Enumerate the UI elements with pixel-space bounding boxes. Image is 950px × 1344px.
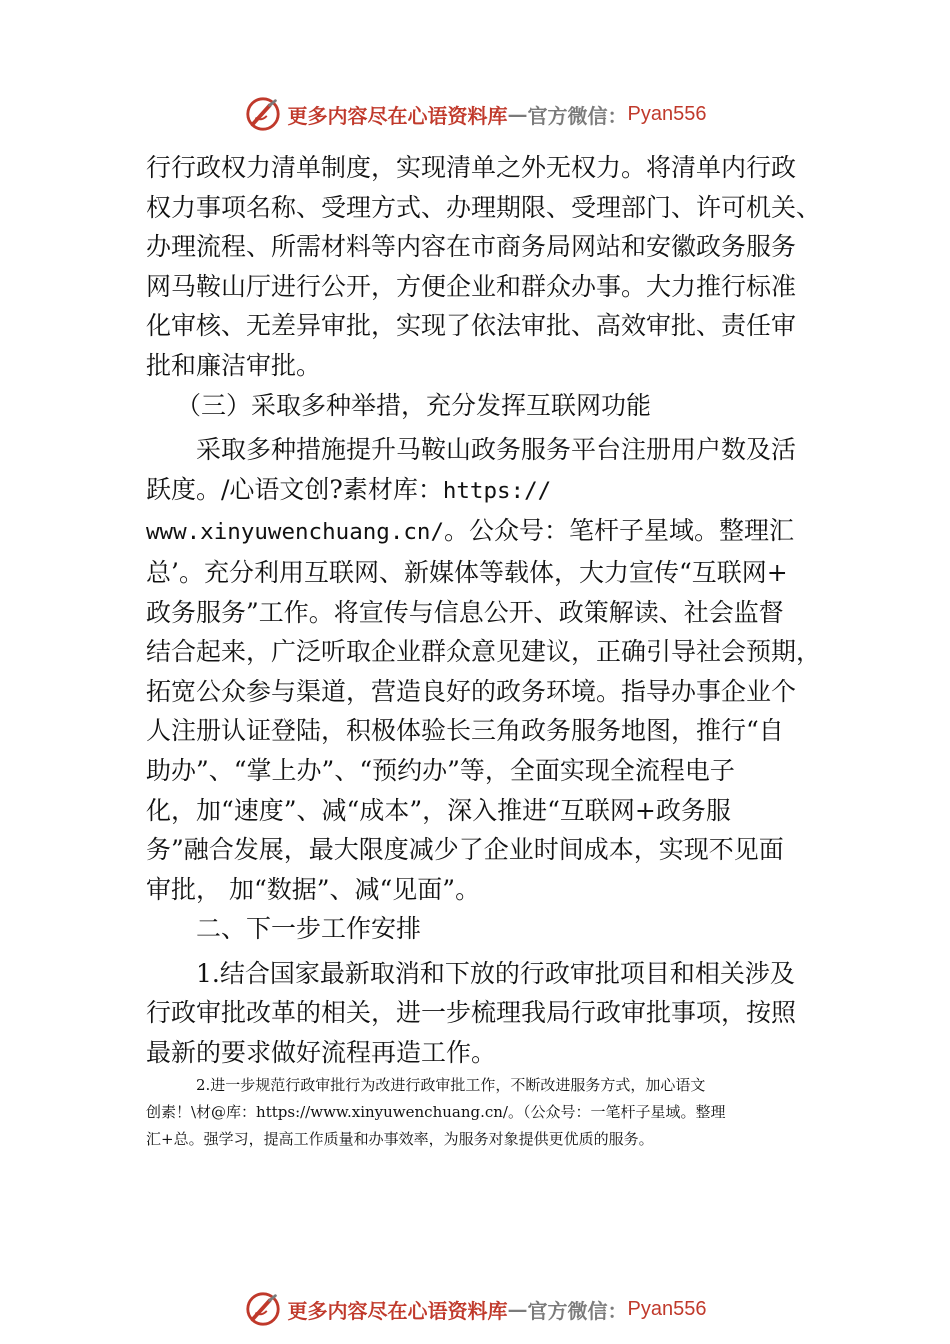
text-line: 务”融合发展，最大限度减少了企业时间成本，实现不见面 [146, 835, 784, 865]
banner-dash: — [507, 102, 528, 126]
brush-logo-icon [244, 95, 282, 133]
text-line: 网马鞍山厅进行公开，方便企业和群众办事。大力推行标准 [146, 271, 797, 301]
text-line: 审批， 加“数据”、减“见面”。 [146, 874, 481, 904]
footer-banner [0, 1287, 950, 1331]
section-heading-next: 二、下一步工作安排 [196, 914, 422, 944]
url-segment: www.xinyuwenchuang.cn/ [146, 519, 445, 546]
banner-title: 更多内容尽在心语资料库 [287, 1298, 508, 1323]
text-line: 创素！\材@库：https://www.xinyuwenchuang.cn/。（公众号：一笔杆子星域。整理 [146, 1103, 726, 1121]
text-line: 汇+总。强学习，提高工作质量和办事效率，为服务对象提供更优质的服务。 [146, 1130, 654, 1148]
banner-wechat-id: Pyan556 [627, 1297, 707, 1320]
text-line: 人注册认证登陆，积极体验长三角政务服务地图，推行“自 [146, 716, 784, 746]
text-line: 最新的要求做好流程再造工作。 [146, 1038, 497, 1068]
text-line: 行政审批改革的相关，进一步梳理我局行政审批事项，按照 [146, 998, 797, 1028]
text-line [146, 470, 826, 512]
header-banner [0, 92, 950, 136]
text-line: 办理流程、所需材料等内容在市商务局网站和安徽政务服务 [146, 232, 797, 262]
text-segment: 跃度。/心语文创?素材库： [146, 474, 443, 504]
section-heading-3: （三）采取多种举措，充分发挥互联网功能 [176, 390, 652, 420]
text-line: 结合起来，广泛听取企业群众意见建议，正确引导社会预期， [146, 637, 822, 667]
text-line: 批和廉洁审批。 [146, 350, 322, 380]
text-line: 行行政权力清单制度，实现清单之外无权力。将清单内行政 [146, 153, 797, 182]
brush-logo-icon [244, 1290, 282, 1328]
text-line: 拓宽公众参与渠道，营造良好的政务环境。指导办事企业个 [146, 676, 797, 706]
text-line: 化，加“速度”、减“成本”，深入推进“互联网+政务服 [146, 795, 731, 825]
small-paragraph [146, 1072, 826, 1153]
document-body [146, 148, 826, 1073]
text-line: 采取多种措施提升马鞍山政务服务平台注册用户数及活 [196, 435, 797, 465]
banner-official-label: 官方微信： [527, 1298, 628, 1323]
banner-title: 更多内容尽在心语资料库 [287, 103, 508, 128]
text-line: 助办”、“掌上办”、“预约办”等，全面实现全流程电子 [146, 755, 735, 785]
text-line: 2.进一步规范行政审批行为改进行政审批工作，不断改进服务方式，加心语文 [196, 1076, 706, 1094]
banner-official-label: 官方微信： [527, 103, 628, 128]
banner-wechat-id: Pyan556 [627, 102, 707, 125]
text-line: 1.结合国家最新取消和下放的行政审批项目和相关涉及 [196, 958, 795, 988]
text-line: 权力事项名称、受理方式、办理期限、受理部门、许可机关、 [146, 192, 822, 222]
text-line: 政务服务”工作。将宣传与信息公开、政策解读、社会监督 [146, 597, 784, 627]
text-line [146, 511, 826, 553]
text-segment: 。公众号：笔杆子星域。整理汇 [444, 516, 795, 546]
text-line: 总’。充分利用互联网、新媒体等载体，大力宣传“互联网+ [146, 557, 788, 587]
text-line: 化审核、无差异审批，实现了依法审批、高效审批、责任审 [146, 311, 797, 341]
banner-dash: — [507, 1297, 528, 1321]
url-segment: https:// [442, 477, 552, 504]
